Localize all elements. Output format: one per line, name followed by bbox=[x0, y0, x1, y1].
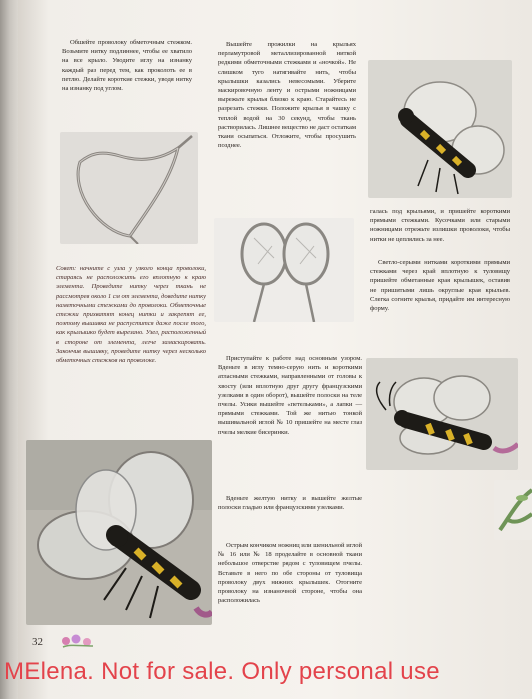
paragraph-sew-wings bbox=[370, 258, 510, 316]
paragraph-wing-veins bbox=[218, 40, 356, 153]
photo-wing-pair bbox=[214, 218, 354, 322]
photo-bee-sketch bbox=[368, 60, 512, 198]
paragraph-yellow-stripes bbox=[218, 494, 362, 515]
text-col3-a: галась под крыльями, и пришейте короткими прямыми стежками. Кусочками или старыми ножницами отрежьте излишки проволоки, чтобы нитки не цеплялись за нее. bbox=[370, 208, 510, 243]
photo-bee-large bbox=[26, 440, 212, 625]
flower-ornament bbox=[60, 632, 96, 650]
tip-note bbox=[56, 264, 206, 368]
watermark-text: MElena. Not for sale. Only personal use bbox=[4, 658, 440, 685]
text-tip: Совет: начните с узла у узкого конца проволоки, стараясь не расположить его вплотную к краю элемента. Проведите нитку через ткань не рассмотрев около 1 см от элемента, доведите нитку наметочными стежками до проволоки. Обметочные стежки прихватят конец нитки и закрепят ее, поэтому вышивка не распустится даже после того, как крылышко будет вырезано. Узел, расположенный в стороне от элемента, легче замаскировать. Закончив вышивку, проведите нитку через несколько обметочных стежков на проволоке. bbox=[56, 265, 206, 365]
text-col2-top: Вышейте прожилки на крыльях перламутровой металлизированной ниткой редкими обметочными стежками и «ночкой». Не слишком туго натягивайте нить, чтобы крылышки казались невесомыми. Уберите маскировочную ленту и острыми ножницами вырежьте крылья близко к краю. Старайтесь не разрезать стежки. Положите крылья в чашку с теплой водой на 30 секунд, чтобы ткань растворилась. Лишнее вещество не даст остаткам ткани осыпаться. Отложите, чтобы просушить позднее. bbox=[218, 41, 356, 150]
photo-wire-wing bbox=[60, 132, 198, 244]
paragraph-main-pattern bbox=[218, 354, 362, 440]
paragraph-wrap-wire bbox=[62, 38, 192, 96]
photo-bee-finished bbox=[366, 358, 518, 470]
page-number: 32 bbox=[32, 636, 43, 648]
text-col2-low: Вденьте желтую нитку и вышейте желтые полоски гладью или французскими узелками. bbox=[218, 495, 362, 512]
text-col3-b: Светло-серыми нитками короткими прямыми стежками через край вплотную к туловищу пришейте обметанные края крылышек, оставив не пришитыми лишь округлые края крыльев. Слегка согните крылья, придайте им интересную форму. bbox=[370, 259, 510, 313]
decorative-leaves bbox=[494, 480, 532, 540]
text-col1-top: Обшейте проволоку обметочным стежком. Возьмите нитку подлиннее, чтобы ее хватило на все крыло. Уводите иглу на изнанку каждый раз перед тем, как проколоть ее в петлю. Делайте короткие стежки, уводя нитку на изнанку под углом. bbox=[62, 39, 192, 93]
paragraph-fix-wire bbox=[370, 207, 510, 247]
text-col2-mid: Приступайте к работе над основным узором. Вденьте в иглу темно-серую нить и короткими атласными стежками, направленными от головы к хвосту (или вплотную друг другу французскими узелками в один оборот), вышейте полоски на теле пчелы. Усики вышейте «петельками», а лапки — прямыми стежками. Той же нитью тонкой вышивальной иглой № 10 пришейте на месте глаз пчелы мелкие бисеринки. bbox=[218, 355, 362, 436]
paragraph-attach-wings bbox=[218, 541, 362, 608]
text-col2-bottom: Острым кончиком ножниц или шенильной иглой № 16 или № 18 проделайте в основной ткани небольшое отверстие рядом с туловищем пчелы. Вставьте в него по обе стороны от туловища проволоку двух нижних крылышек. Отогните проволоку на изнаночной стороне, чтобы она расположилась bbox=[218, 542, 362, 605]
